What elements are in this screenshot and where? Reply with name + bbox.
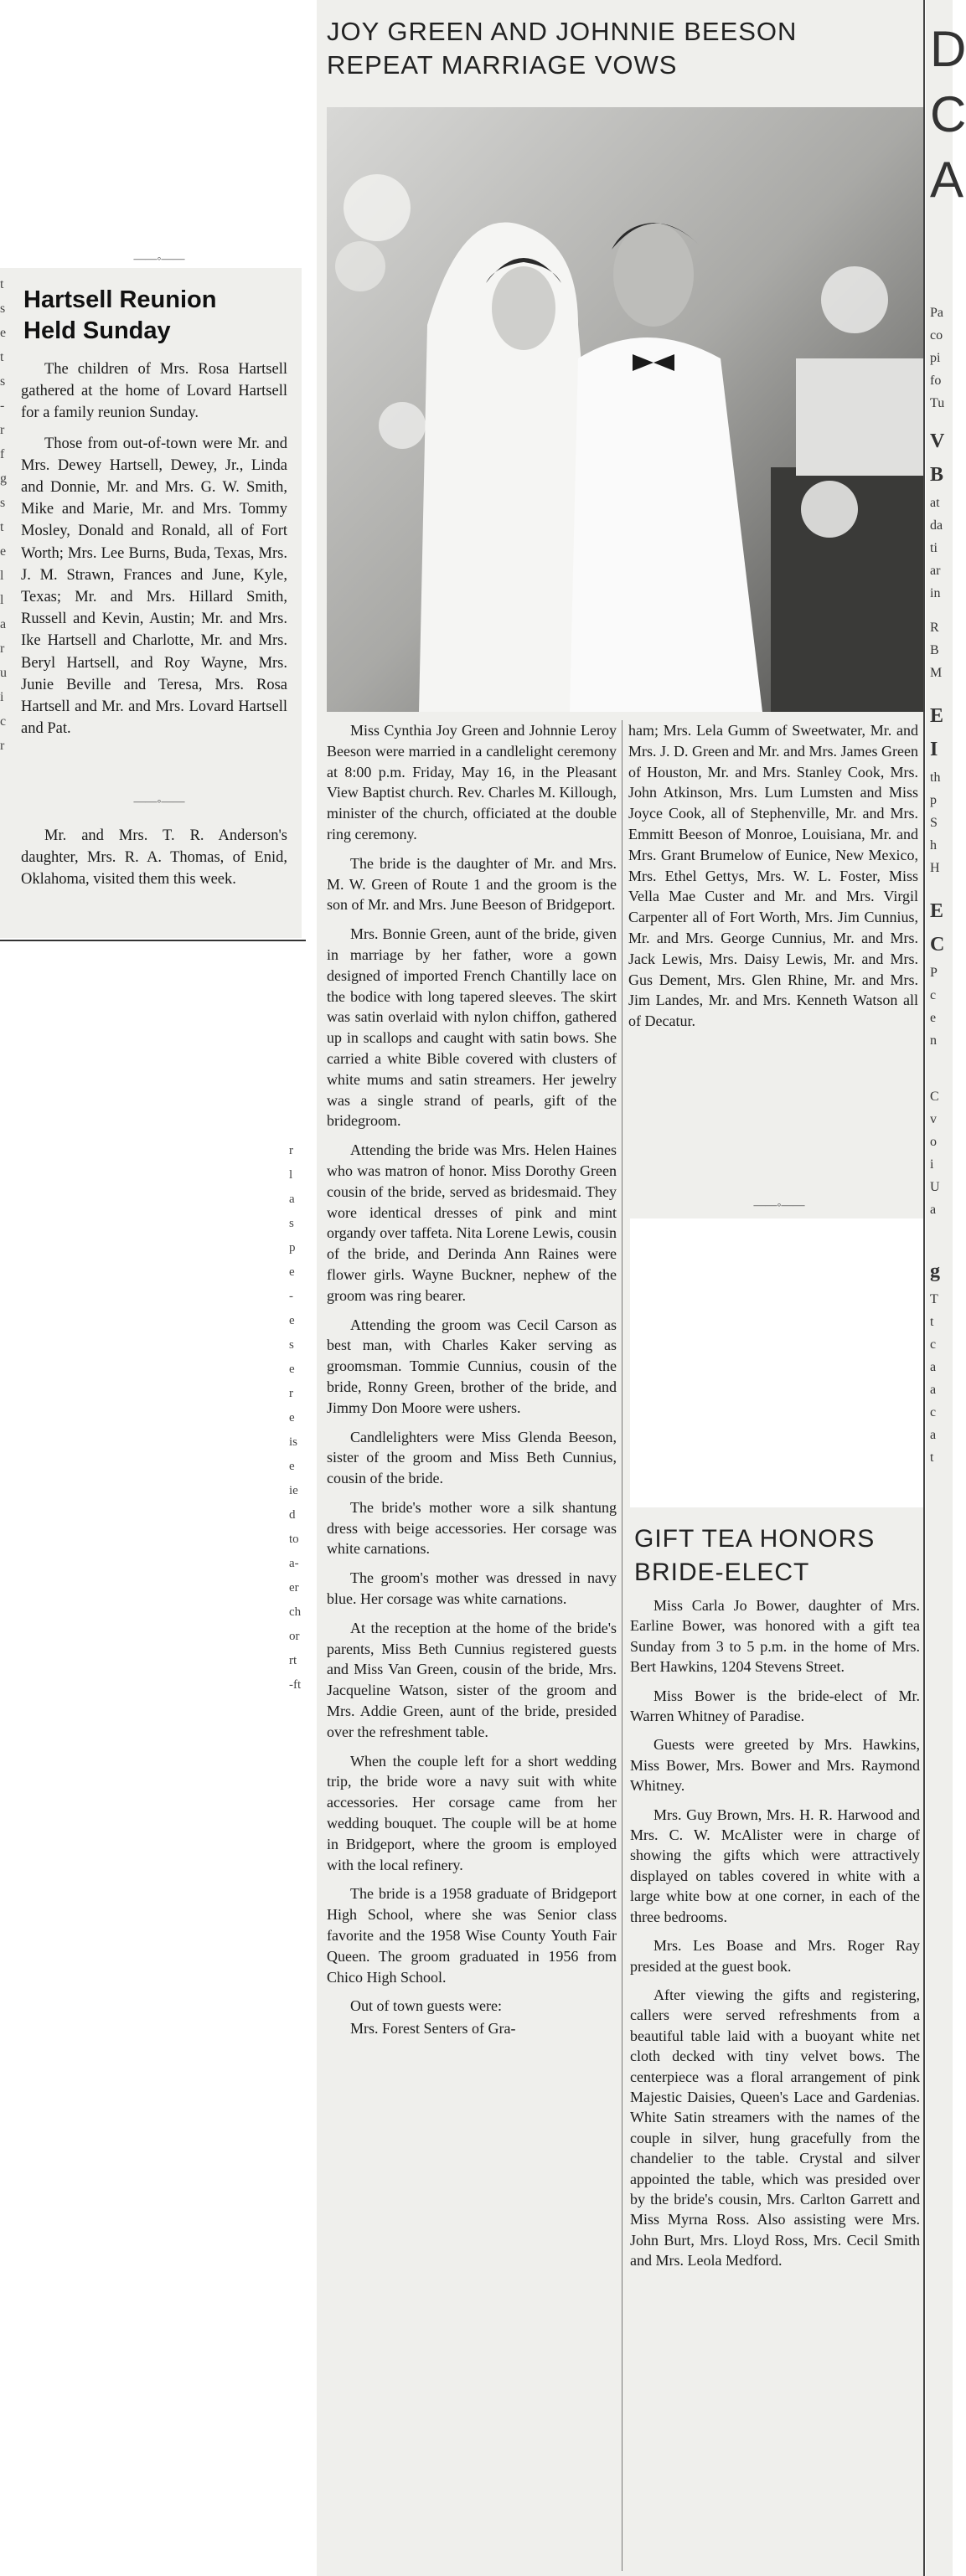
paragraph: Guests were greeted by Mrs. Hawkins, Miss Bower, Mrs. Bower and Mrs. Raymond Whitney. [630,1736,920,1795]
paragraph: ham; Mrs. Lela Gumm of Sweetwater, Mr. and Mrs. J. D. Green and Mr. and Mrs. James Green of Houston, Mr. and Mrs. Stanley Cook, Mrs. John Atkinson, Mrs. Lum Lumsten and Miss Joyce Cook, all of Stephenville, Mr. and Mrs. Emmitt Beeson of Monroe, Louisiana, Mr. and Mrs. Grant Brumelow of Eunice, New Mexico, Mrs. Ethel Gettys, Mrs. W. L. Foster, Miss Vella Mae Custer and Mr. and Mrs. Virgil Carpenter all of Fort Worth, Mrs. Jim Cunnius, Mr. and Mrs. George Cunnius, Mr. and Mrs. Jack Lewis, Mrs. Daisy Lewis, Mr. and Mrs. Gus Dement, Mrs. Glen Rhine, Mr. and Mrs. Jim Landes, Mr. and Mrs. Kenneth Watson all of Decatur. [628,722,918,1030]
right-edge-big-letters: D C A [930,21,966,208]
paragraph: After viewing the gifts and registering, callers were served refreshments from a beautiful table laid with a buoyant white net cloth decked with tiny velvet bows. The centerpiece was a floral arrangement of pink Majestic Daisies, Queen's Lace and Gardenias. White Satin streamers with the names of the couple in silver, hung gracefully from the chandelier to the table. Crystal and silver appointed the table, which was presided over by the bride's cousin, Mrs. Carlton Garrett and Miss Myrna Ross. Also assisting were Mrs. John Burt, Mrs. Lloyd Ross, Mrs. Cecil Smith and Mrs. Leola Medford. [630,1986,920,2269]
paragraph: At the reception at the home of the bride's parents, Miss Beth Cunnius registered guests and Miss Van Green, cousin of the bride, Mrs. Jacqueline Watson, sister of the groom and Mrs. Addie Green, aunt of the bride, presided over the refreshment table. [327,1619,617,1740]
wedding-photo [327,107,923,712]
ornament-divider: ——◦—— [133,253,185,265]
paragraph: Attending the groom was Cecil Carson as best man, with Charles Kaker serving as groomsman. Tommie Cunnius, cousin of the bride, Ronny Green, brother of the bride, and Jimmy Don Moore were ushers. [327,1316,617,1416]
ornament-divider: ——◦—— [133,796,185,808]
gift-tea-headline: GIFT TEA HONORS BRIDE-ELECT [634,1525,876,1586]
paragraph: Mr. and Mrs. T. R. Anderson's daughter, Mrs. R. A. Thomas, of Enid, Oklahoma, visited them this week. [21,827,287,889]
joy-green-column-1 [327,720,617,2048]
paragraph: The bride is a 1958 graduate of Bridgeport High School, where she was Senior class favorite and the 1958 Wise County Youth Fair Queen. The groom graduated in 1956 from Chico High School. [327,1885,617,1986]
right-edge-fragments: Pa co pi fo Tu V B at da ti ar in R B M E I th p S h H E C P c e n C v o i U a g T t c a a c a t [930,306,945,1465]
paragraph: Miss Carla Jo Bower, daughter of Mrs. Earline Bower, was honored with a gift tea Sunday from 3 to 5 p.m. in the home of Mrs. Bert Hawkins, 1204 Stevens Street. [630,1597,920,1676]
hartsell-headline: Hartsell Reunion Held Sunday [23,286,217,344]
bottom-rule [0,940,306,941]
paragraph: Those from out-of-town were Mr. and Mrs. Dewey Hartsell, Dewey, Jr., Linda and Donnie, Mr. and Mrs. G. W. Smith, Mike and Marie, Mr. and Mrs. Tommy Mosley, Donald and Ronald, all of Fort Worth; Mrs. Lee Burns, Buda, Texas, Mrs. J. M. Strawn, Frances and June, Kyle, Texas; Mr. and Mrs. Hillard Smith, Russell and Kevin, Austin; Mr. and Mrs. Ike Hartsell and Charlotte, Mr. and Mrs. Beryl Hartsell, and Roy Wayne, Mrs. Junie Beville and Teresa, Mrs. Rosa Hartsell and Mr. and Mrs. Lovard Hartsell and Pat. [21,435,287,738]
paragraph: Mrs. Forest Senters of Gra- [350,2020,516,2038]
hartsell-note [21,825,287,899]
blank-cutout [630,1218,932,1507]
paragraph: Candlelighters were Miss Glenda Beeson, sister of the groom and Miss Beth Cunnius, cousin of the bride. [327,1428,617,1487]
paragraph: Mrs. Les Boase and Mrs. Roger Ray presided at the guest book. [630,1937,920,1975]
paragraph: When the couple left for a short wedding trip, the bride wore a navy suit with white accessories. Her corsage came from her wedding bouquet. The couple will be at home in Bridgeport, where the groom is employed with the local refinery. [327,1752,617,1873]
gift-tea-body [630,1595,920,2280]
hartsell-body [21,358,287,748]
paragraph: The bride's mother wore a silk shantung dress with beige accessories. Her corsage was white carnations. [327,1498,617,1558]
wedding-photo-image [327,107,923,712]
paragraph: Miss Bower is the bride-elect of Mr. Warren Whitney of Paradise. [630,1687,920,1725]
paragraph: Mrs. Guy Brown, Mrs. H. R. Harwood and Mrs. C. W. McAlister were in charge of showing the gifts which were attractively displayed on tables covered in white with a large white bow at one corner, in each of the three bedrooms. [630,1806,920,1925]
joy-green-headline: JOY GREEN AND JOHNNIE BEESON REPEAT MARRIAGE VOWS [327,17,798,80]
paragraph: The groom's mother was dressed in navy blue. Her corsage was white carnations. [327,1569,617,1608]
paragraph: The bride is the daughter of Mr. and Mrs. M. W. Green of Route 1 and the groom is the son of Mr. and Mrs. June Beeson of Bridgeport. [327,854,617,914]
right-column-rule [923,0,925,2576]
paragraph: Miss Cynthia Joy Green and Johnnie Leroy Beeson were married in a candlelight ceremony at 8:00 p.m. Friday, May 16, in the Pleasant View Baptist church. Rev. Charles M. Killough, minister of the church, officiated at the double ring ceremony. [327,722,617,842]
paragraph: Mrs. Bonnie Green, aunt of the bride, given in marriage by her father, wore a gown designed of imported French Chantilly lace on the bodice with long tapered sleeves. The skirt was satin overlaid with nylon chiffon, gathered up in scallops and caught with satin bows. She carried a white Bible covered with clusters of white mums and satin streamers. Her jewelry was a single strand of pearls, gift of the bridegroom. [327,925,617,1130]
paragraph: The children of Mrs. Rosa Hartsell gathered at the home of Lovard Hartsell for a family reunion Sunday. [21,361,287,422]
paragraph: Attending the bride was Mrs. Helen Haines who was matron of honor. Miss Dorothy Green cousin of the bride, served as bridesmaid. They wore identical dresses of pink and mint organdy over taffeta. Nita Lorene Lewis, cousin of the bride, and Derinda Ann Raines were flower girls. Wayne Buckner, nephew of the groom was ring bearer. [327,1141,617,1304]
left-edge-fragments-lower: r l a s p e - e s e r e is e ie d to a- er ch or rt -ft [289,1144,302,1692]
joy-green-column-2 [628,720,918,1040]
left-edge-fragments: t s e t s - r f g s t e l l a r u i c r [0,277,7,753]
paragraph: Out of town guests were: [350,1997,502,2015]
ornament-divider: ——◦—— [753,1199,805,1212]
